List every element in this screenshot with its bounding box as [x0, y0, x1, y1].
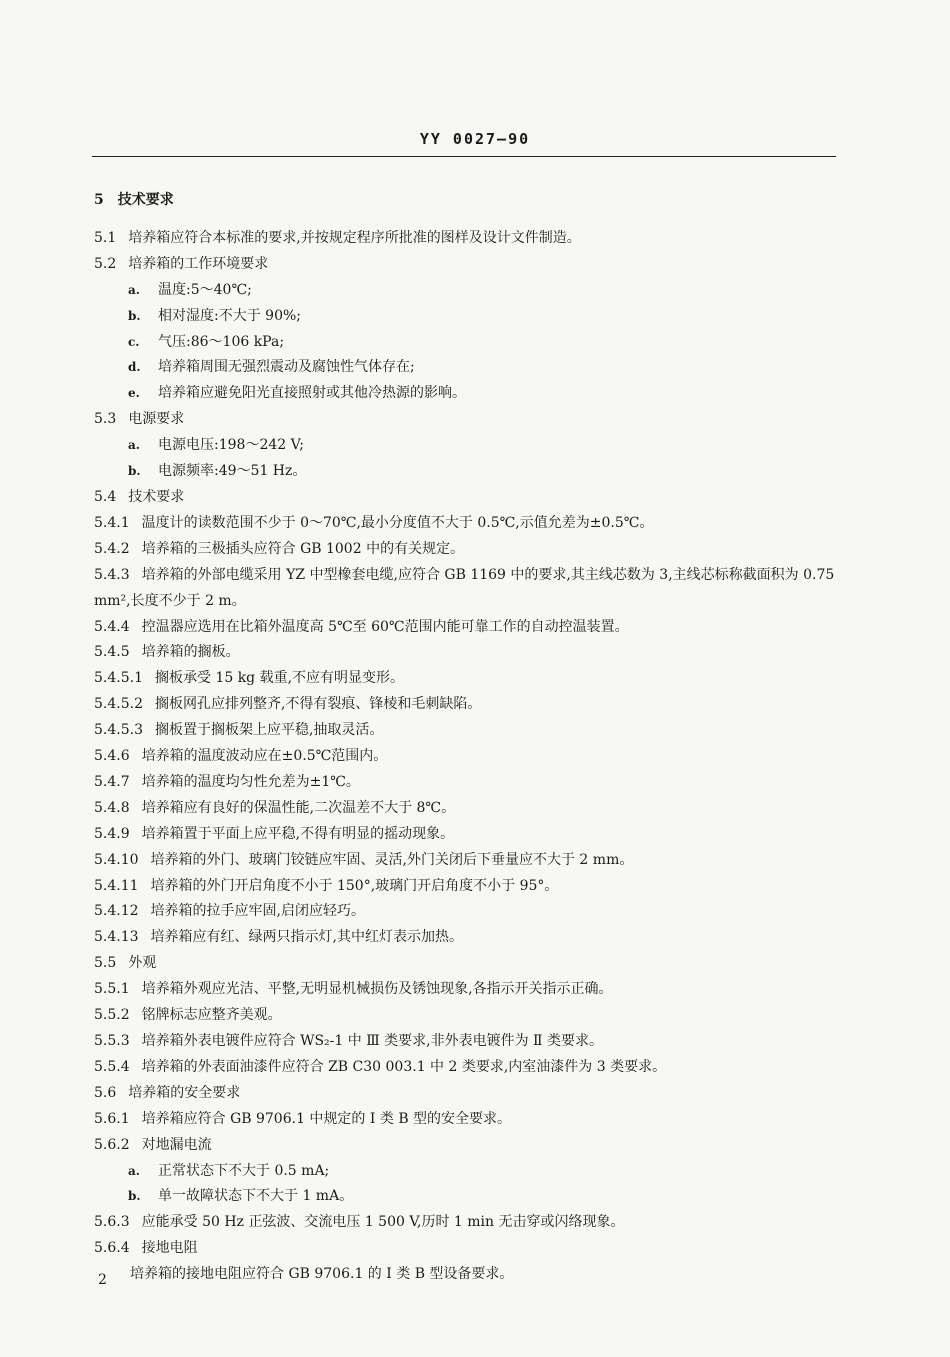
section-title: 技术要求 — [117, 192, 174, 208]
list-item-text: 培养箱周围无强烈震动及腐蚀性气体存在; — [158, 359, 415, 376]
list-item — [94, 330, 839, 356]
clause-5-4 — [94, 485, 839, 511]
clause-number: 5.4.3 — [94, 566, 130, 583]
clause-text: 培养箱应符合 GB 9706.1 中规定的 Ⅰ 类 B 型的安全要求。 — [141, 1110, 512, 1127]
clause-5-4-11 — [94, 874, 839, 900]
clause-number: 5.5.4 — [94, 1058, 130, 1075]
clause-5-4-5 — [94, 640, 839, 666]
clause-5-6-1 — [94, 1107, 839, 1133]
clause-5-5-2 — [94, 1003, 839, 1029]
clause-text: 应能承受 50 Hz 正弦波、交流电压 1 500 V,历时 1 min 无击穿或闪络现象。 — [141, 1214, 625, 1231]
clause-5-2 — [94, 252, 839, 278]
clause-number: 5.5.1 — [94, 981, 130, 998]
list-item — [94, 433, 839, 459]
list-item-letter: a. — [128, 438, 140, 453]
list-item-text: 电源频率:49～51 Hz。 — [158, 463, 307, 480]
clause-number: 5.4.13 — [94, 929, 139, 946]
list-item-text: 气压:86～106 kPa; — [158, 333, 285, 350]
list-item-text: 电源电压:198～242 V; — [158, 437, 305, 454]
clause-number: 5.6.1 — [94, 1110, 130, 1127]
list-item-text: 温度:5～40℃; — [158, 281, 252, 298]
clause-number: 5.4 — [94, 488, 117, 505]
clause-number: 5.6.2 — [94, 1136, 130, 1153]
clause-number: 5.4.12 — [94, 903, 139, 920]
clause-text: 培养箱的温度波动应在±0.5℃范围内。 — [141, 748, 388, 765]
clause-text: 培养箱应符合本标准的要求,并按规定程序所批准的图样及设计文件制造。 — [128, 229, 581, 246]
clause-number: 5.5.3 — [94, 1033, 130, 1049]
clause-5-4-5-1 — [94, 666, 839, 692]
clause-text: 温度计的读数范围不少于 0～70℃,最小分度值不大于 0.5℃,示值允差为±0.5℃。 — [141, 514, 654, 531]
clause-number: 5.4.9 — [94, 825, 130, 842]
clause-number: 5.4.4 — [94, 618, 130, 635]
clause-number: 5.6 — [94, 1084, 117, 1101]
clause-number: 5.4.5.1 — [94, 670, 143, 687]
clause-5-6 — [94, 1081, 839, 1107]
clause-number: 5.4.8 — [94, 799, 130, 816]
clause-5-5-1 — [94, 977, 839, 1003]
clause-text: 培养箱外表电镀件应符合 WS₂-1 中 Ⅲ 类要求,非外表电镀件为 Ⅱ 类要求。 — [141, 1033, 604, 1049]
clause-number: 5.4.5.2 — [94, 696, 143, 713]
clause-text: 培养箱的外部电缆采用 YZ 中型橡套电缆,应符合 GB 1169 中的要求,其主线芯数为 3,主线芯标称截面积为 0.75 mm²,长度不少于 2 m。 — [94, 566, 835, 609]
list-item — [94, 355, 839, 381]
list-item-text: 培养箱应避免阳光直接照射或其他冷热源的影响。 — [158, 385, 466, 402]
list-item-letter: b. — [128, 464, 141, 479]
clause-number: 5.6.3 — [94, 1214, 130, 1231]
paragraph: 培养箱的接地电阻应符合 GB 9706.1 的 Ⅰ 类 B 型设备要求。 — [130, 1266, 514, 1283]
page-number: 2 — [98, 1272, 107, 1288]
clause-text: 搁板承受 15 kg 载重,不应有明显变形。 — [154, 670, 405, 687]
list-item-letter: a. — [128, 1163, 140, 1178]
list-item-letter: d. — [128, 360, 141, 375]
list-item — [94, 1159, 839, 1185]
clause-text: 培养箱的外门、玻璃门铰链应牢固、灵活,外门关闭后下垂量应不大于 2 mm。 — [150, 851, 634, 868]
clause-text: 电源要求 — [128, 411, 185, 428]
clause-5-4-5-2 — [94, 692, 839, 718]
clause-number: 5.6.4 — [94, 1240, 130, 1257]
clause-5-4-13 — [94, 925, 839, 951]
clause-5-4-2 — [94, 537, 839, 563]
clause-text: 培养箱的三极插头应符合 GB 1002 中的有关规定。 — [141, 540, 465, 557]
list-item-letter: c. — [128, 334, 140, 349]
clause-text: 培养箱应有良好的保温性能,二次温差不大于 8℃。 — [141, 799, 456, 816]
clause-5-4-12 — [94, 899, 839, 925]
clause-text: 培养箱的温度均匀性允差为±1℃。 — [141, 773, 360, 790]
list-item — [94, 459, 839, 485]
clause-5-4-9 — [94, 822, 839, 848]
clause-list — [94, 226, 839, 1288]
header-rule — [92, 156, 836, 157]
list-item — [94, 381, 839, 407]
list-item-text: 单一故障状态下不大于 1 mA。 — [158, 1188, 354, 1205]
document-body — [94, 188, 839, 1288]
clause-5-5-3 — [94, 1029, 839, 1055]
clause-text: 铭牌标志应整齐美观。 — [141, 1007, 282, 1024]
clause-number: 5.4.1 — [94, 514, 130, 531]
clause-text: 培养箱外观应光洁、平整,无明显机械损伤及锈蚀现象,各指示开关指示正确。 — [141, 981, 613, 998]
clause-5-6-3 — [94, 1210, 839, 1236]
clause-5-5-4 — [94, 1055, 839, 1081]
clause-5-4-4 — [94, 615, 839, 641]
clause-number: 5.2 — [94, 255, 117, 272]
clause-number: 5.4.10 — [94, 851, 139, 868]
list-item — [94, 278, 839, 304]
list-item — [94, 304, 839, 330]
clause-number: 5.1 — [94, 229, 117, 246]
clause-number: 5.4.5.3 — [94, 722, 143, 739]
clause-text: 培养箱的安全要求 — [128, 1084, 241, 1101]
clause-5-6-2 — [94, 1133, 839, 1159]
clause-number: 5.4.7 — [94, 773, 130, 790]
clause-5-5 — [94, 951, 839, 977]
clause-text: 搁板网孔应排列整齐,不得有裂痕、锋棱和毛刺缺陷。 — [154, 696, 482, 713]
clause-5-4-5-3 — [94, 718, 839, 744]
clause-number: 5.4.5 — [94, 644, 130, 661]
list-item-letter: b. — [128, 1189, 141, 1204]
clause-text: 外观 — [128, 955, 157, 972]
clause-text: 培养箱的外表面油漆件应符合 ZB C30 003.1 中 2 类要求,内室油漆件为 3 类要求。 — [141, 1058, 667, 1075]
clause-5-1 — [94, 226, 839, 252]
clause-text: 技术要求 — [128, 488, 185, 505]
clause-number: 5.3 — [94, 411, 117, 428]
clause-5-4-7 — [94, 770, 839, 796]
document-code-header: YY 0027—90 — [419, 130, 531, 148]
clause-text: 培养箱的外门开启角度不小于 150°,玻璃门开启角度不小于 95°。 — [150, 877, 559, 894]
section-heading — [94, 188, 839, 214]
clause-text: 培养箱的工作环境要求 — [128, 255, 269, 272]
clause-text: 控温器应选用在比箱外温度高 5℃至 60℃范围内能可靠工作的自动控温装置。 — [141, 618, 629, 635]
clause-text: 搁板置于搁板架上应平稳,抽取灵活。 — [154, 722, 384, 739]
clause-number: 5.4.11 — [94, 877, 139, 894]
clause-number: 5.4.2 — [94, 540, 130, 557]
clause-text: 培养箱的拉手应牢固,启闭应轻巧。 — [150, 903, 365, 920]
list-item-letter: b. — [128, 308, 141, 323]
clause-text: 培养箱置于平面上应平稳,不得有明显的摇动现象。 — [141, 825, 455, 842]
clause-text: 培养箱应有红、绿两只指示灯,其中红灯表示加热。 — [150, 929, 463, 946]
list-item — [94, 1184, 839, 1210]
clause-text: 培养箱的搁板。 — [141, 644, 240, 661]
clause-5-4-3 — [94, 563, 839, 615]
clause-5-4-6 — [94, 744, 839, 770]
clause-5-6-4 — [94, 1236, 839, 1262]
clause-number: 5.5.2 — [94, 1007, 130, 1024]
list-item-letter: e. — [128, 386, 140, 401]
clause-number: 5.5 — [94, 955, 117, 972]
list-item-text: 正常状态下不大于 0.5 mA; — [158, 1162, 330, 1179]
clause-text: 接地电阻 — [141, 1240, 198, 1257]
clause-number: 5.4.6 — [94, 748, 130, 765]
list-item-text: 相对湿度:不大于 90%; — [158, 307, 302, 324]
section-number: 5 — [94, 192, 104, 208]
clause-5-4-1 — [94, 511, 839, 537]
clause-5-3 — [94, 407, 839, 433]
clause-text: 对地漏电流 — [141, 1136, 212, 1153]
list-item-letter: a. — [128, 282, 140, 297]
clause-5-4-8 — [94, 796, 839, 822]
clause-5-4-10 — [94, 848, 839, 874]
